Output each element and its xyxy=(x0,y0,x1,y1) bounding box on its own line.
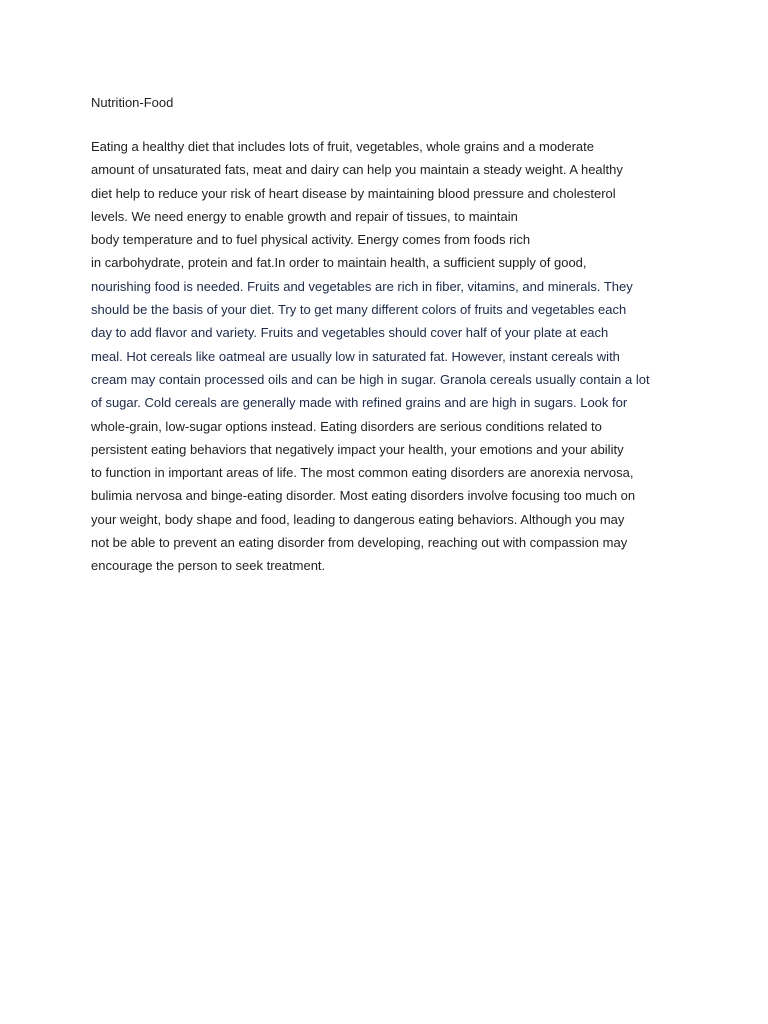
body-line: day to add flavor and variety. Fruits and vegetables should cover half of your plate at each xyxy=(91,325,609,341)
body-line: encourage the person to seek treatment. xyxy=(91,558,326,574)
body-line: levels. We need energy to enable growth and repair of tissues, to maintain xyxy=(91,208,518,224)
body-line: diet help to reduce your risk of heart disease by maintaining blood pressure and cholesterol xyxy=(91,185,616,201)
body-line: of sugar. Cold cereals are generally made with refined grains and are high in sugars. Look for xyxy=(91,395,628,411)
body-line: in carbohydrate, protein and fat.In order to maintain health, a sufficient supply of good, xyxy=(91,255,587,271)
body-line: your weight, body shape and food, leading to dangerous eating behaviors. Although you may xyxy=(91,511,625,527)
body-line: to function in important areas of life. The most common eating disorders are anorexia nervosa, xyxy=(91,465,634,481)
body-line: whole-grain, low-sugar options instead. Eating disorders are serious conditions related to xyxy=(91,418,602,434)
document-title: Nutrition-Food xyxy=(91,95,174,110)
body-line: Eating a healthy diet that includes lots of fruit, vegetables, whole grains and a moderate xyxy=(91,139,594,154)
body-line: body temperature and to fuel physical activity. Energy comes from foods rich xyxy=(91,232,531,248)
body-line: bulimia nervosa and binge-eating disorder. Most eating disorders involve focusing too much on xyxy=(91,488,636,504)
body-line: persistent eating behaviors that negatively impact your health, your emotions and your ability xyxy=(91,441,624,457)
body-line: cream may contain processed oils and can be high in sugar. Granola cereals usually contain a lot xyxy=(91,371,650,387)
body-line: nourishing food is needed. Fruits and vegetables are rich in fiber, vitamins, and minerals. They xyxy=(91,278,633,294)
body-line: should be the basis of your diet. Try to get many different colors of fruits and vegetables each xyxy=(91,302,627,318)
body-line: amount of unsaturated fats, meat and dairy can help you maintain a steady weight. A healthy xyxy=(91,162,623,178)
document-body xyxy=(91,135,691,578)
body-line: meal. Hot cereals like oatmeal are usually low in saturated fat. However, instant cereals with xyxy=(91,348,620,364)
body-line: not be able to prevent an eating disorder from developing, reaching out with compassion may xyxy=(91,535,628,551)
